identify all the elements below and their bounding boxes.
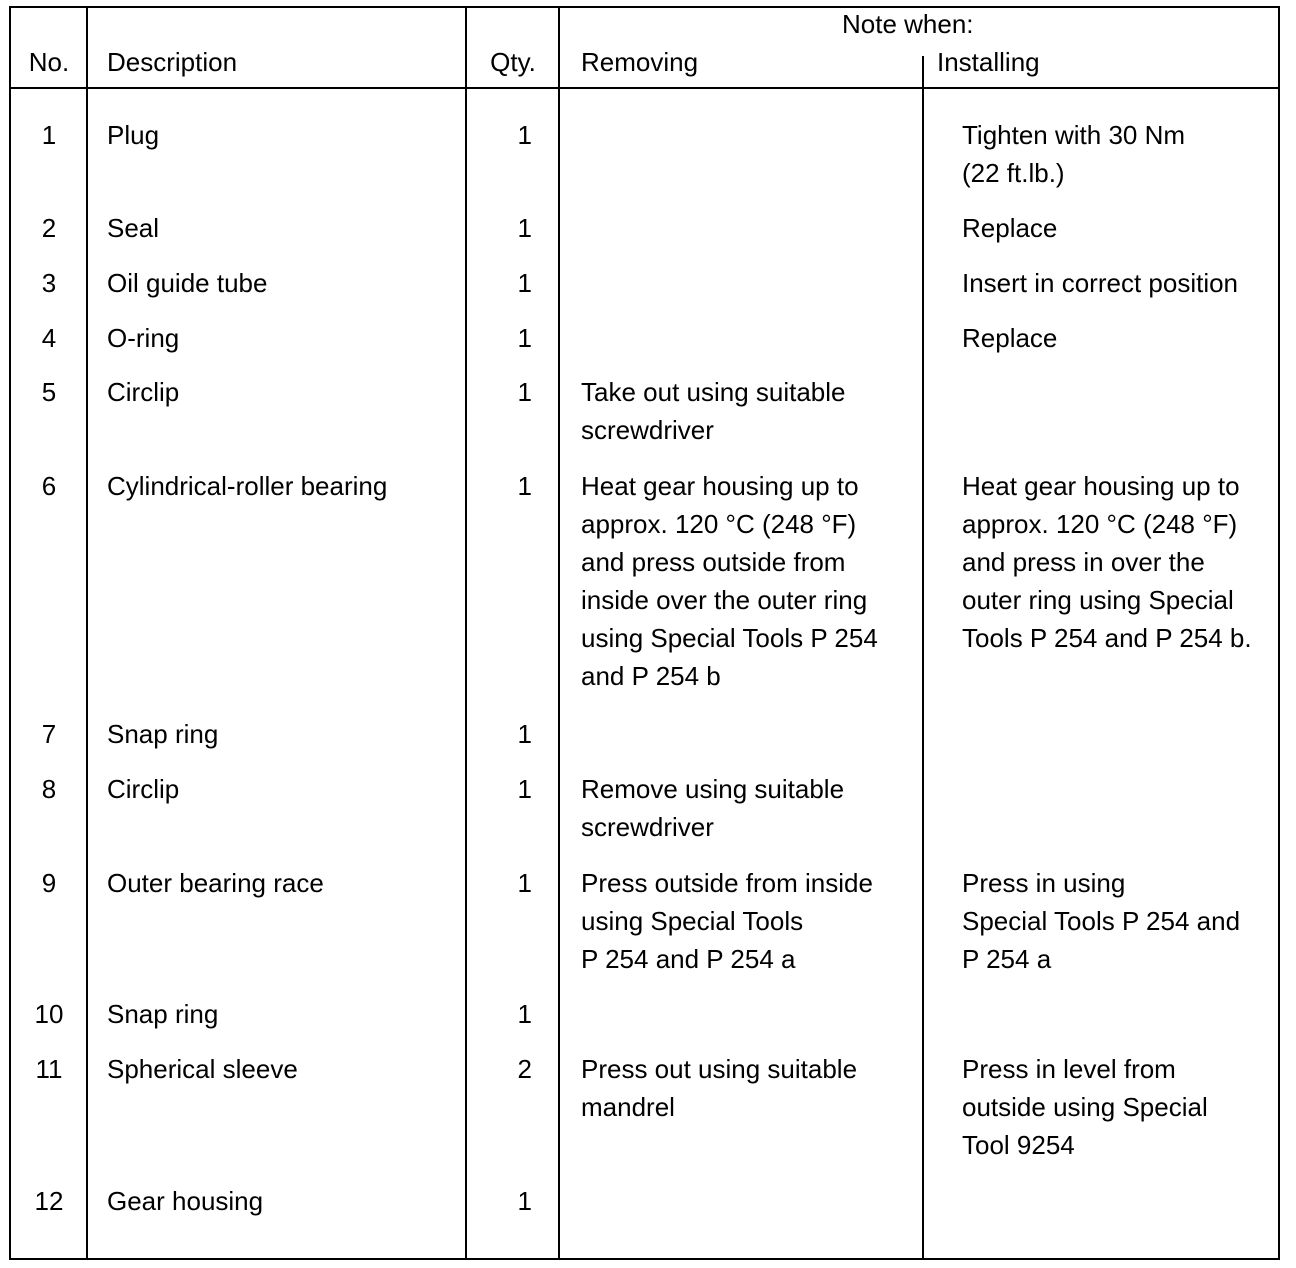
header-divider <box>9 87 1280 89</box>
row-installing-note: Heat gear housing up to approx. 120 °C (248 °F) and press in over the outer ring using Special Tools P 254 and P 254 b. <box>962 471 1252 653</box>
row-qty: 1 <box>517 120 532 150</box>
row-installing-note: Press in using Special Tools P 254 and P 254 a <box>962 868 1241 974</box>
header-note-when: Note when: <box>842 9 974 39</box>
row-description: Circlip <box>107 774 180 804</box>
row-description: Spherical sleeve <box>107 1054 298 1084</box>
row-number: 3 <box>41 268 57 298</box>
row-number: 9 <box>41 868 57 898</box>
row-removing-note: Remove using suitable screwdriver <box>581 774 845 842</box>
row-qty: 1 <box>517 471 532 501</box>
row-qty: 1 <box>517 868 532 898</box>
row-qty: 1 <box>517 999 532 1029</box>
row-qty: 1 <box>517 377 532 407</box>
row-description: Snap ring <box>107 719 219 749</box>
row-installing-note: Replace <box>962 323 1058 353</box>
row-installing-note: Insert in correct position <box>962 268 1239 298</box>
header-qty: Qty. <box>490 47 536 77</box>
row-description: Seal <box>107 213 160 243</box>
row-removing-note: Heat gear housing up to approx. 120 °C (248 °F) and press outside from inside over the outer ring using Special Tools P 254 and P 254 b <box>581 471 878 691</box>
column-divider-no <box>86 6 88 1260</box>
row-removing-note: Press out using suitable mandrel <box>581 1054 858 1122</box>
column-divider-description <box>465 6 467 1260</box>
row-number: 4 <box>41 323 57 353</box>
header-no: No. <box>28 47 70 77</box>
row-installing-note: Tighten with 30 Nm (22 ft.lb.) <box>962 120 1186 188</box>
row-description: O-ring <box>107 323 180 353</box>
row-qty: 1 <box>517 774 532 804</box>
row-qty: 1 <box>517 213 532 243</box>
row-description: Cylindrical-roller bearing <box>107 471 388 501</box>
row-number: 8 <box>41 774 57 804</box>
row-qty: 1 <box>517 323 532 353</box>
row-number: 10 <box>34 999 64 1029</box>
row-description: Plug <box>107 120 160 150</box>
row-removing-note: Press outside from inside using Special Tools P 254 and P 254 a <box>581 868 873 974</box>
row-installing-note: Replace <box>962 213 1058 243</box>
row-number: 7 <box>41 719 57 749</box>
row-description: Circlip <box>107 377 180 407</box>
row-installing-note: Press in level from outside using Special Tool 9254 <box>962 1054 1208 1160</box>
row-removing-note: Take out using suitable screwdriver <box>581 377 846 445</box>
row-number: 6 <box>41 471 57 501</box>
row-number: 11 <box>35 1054 63 1084</box>
row-number: 5 <box>41 377 57 407</box>
column-divider-note <box>922 56 924 1260</box>
row-number: 1 <box>41 120 57 150</box>
row-number: 12 <box>34 1186 64 1216</box>
row-qty: 1 <box>517 1186 532 1216</box>
row-description: Outer bearing race <box>107 868 324 898</box>
header-removing: Removing <box>581 47 699 77</box>
row-qty: 2 <box>517 1054 532 1084</box>
row-qty: 1 <box>517 268 532 298</box>
row-number: 2 <box>41 213 57 243</box>
column-divider-qty <box>558 6 560 1260</box>
header-description: Description <box>107 47 238 77</box>
row-description: Snap ring <box>107 999 219 1029</box>
row-description: Gear housing <box>107 1186 264 1216</box>
header-installing: Installing <box>937 47 1040 77</box>
row-qty: 1 <box>517 719 532 749</box>
row-description: Oil guide tube <box>107 268 268 298</box>
